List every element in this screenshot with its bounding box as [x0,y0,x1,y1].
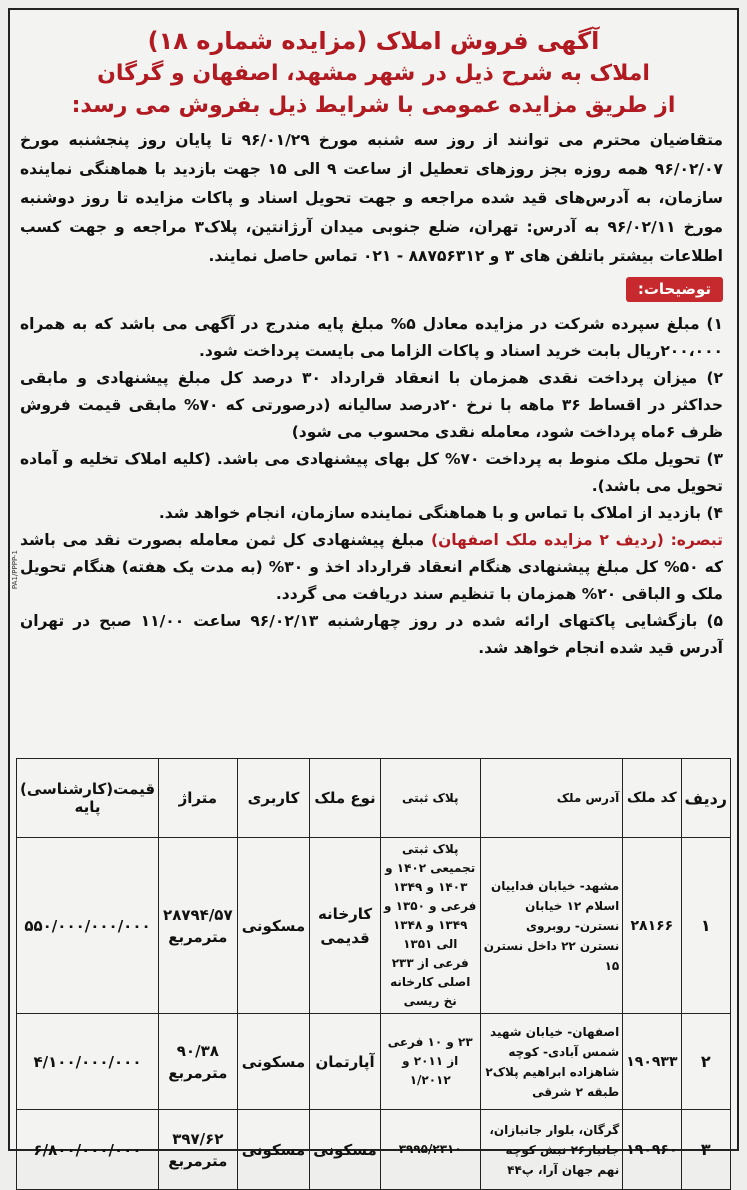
cell-type: کارخانه قدیمی [310,838,381,1014]
cell-code: ۱۹۰۹۶۰ [623,1110,681,1190]
page-title: آگهی فروش املاک (مزایده شماره ۱۸) [147,27,600,55]
notes-badge: توضیحات: [626,277,723,302]
cell-usage: مسکونی [237,1014,310,1110]
header-type: نوع ملک [310,759,381,838]
cell-area: ۲۸۷۹۴/۵۷ مترمربع [159,838,238,1014]
cell-price: ۴/۱۰۰/۰۰۰/۰۰۰ [17,1014,159,1110]
cell-code: ۱۹۰۹۳۳ [623,1014,681,1110]
cell-type: مسکونی [310,1110,381,1190]
cell-row: ۲ [681,1014,730,1110]
header-plaque: پلاک ثبتی [380,759,480,838]
properties-table [16,758,731,1190]
note-item-1: ۱) مبلغ سپرده شرکت در مزایده معادل ۵% مبلغ پایه مندرج در آگهی می باشد که به همراه ۲۰۰،۰۰۰ریال بابت خرید اسناد و پاکات الزاما می بایست پرداخت شود. [20,315,723,360]
cell-code: ۲۸۱۶۶ [623,838,681,1014]
cell-plaque: پلاک ثبتی تجمیعی ۱۴۰۲ و ۱۴۰۳ و ۱۳۴۹ فرعی و ۱۳۵۰ و ۱۳۴۹ و ۱۳۴۸ الی ۱۳۵۱ فرعی از ۲۳۳ اصلی کارخانه نخ ریسی [380,838,480,1014]
cell-address: اصفهان- خیابان شهید شمس آبادی- کوچه شاهزاده ابراهیم پلاک۲ طبقه ۲ شرقی [480,1014,623,1110]
cell-row: ۱ [681,838,730,1014]
note-item-2: ۲) میزان پرداخت نقدی همزمان با انعقاد قرارداد ۳۰ درصد کل مبلغ پیشنهادی و مابقی حداکثر در اقساط ۳۶ ماهه با نرخ ۲۰درصد سالیانه (درصورتی که ۷۰% مابقی قیمت فروش ظرف ۶ماه پرداخت شود، معامله نقدی محسوب می شود) [20,369,724,441]
notes-section [10,311,737,662]
note-item-4: ۴) بازدید از املاک با تماس و با هماهنگی نماینده سازمان، انجام خواهد شد. [158,504,723,522]
cell-price: ۵۵۰/۰۰۰/۰۰۰/۰۰۰ [17,838,159,1014]
table-row [17,1110,731,1190]
side-code: PA1/PPPP-1 [11,550,19,590]
header-code: کد ملک [623,759,681,838]
page-subtitle: املاک به شرح ذیل در شهر مشهد، اصفهان و گرگان [97,61,650,86]
table-header-row [17,759,731,838]
cell-row: ۳ [681,1110,730,1190]
cell-plaque: ۳۹۹۵/۲۳۱۰ [380,1110,480,1190]
cell-plaque: ۲۳ و ۱۰ فرعی از ۲۰۱۱ و ۱/۲۰۱۲ [380,1014,480,1110]
header-area: متراژ [159,759,238,838]
note-extra-label: تبصره: [670,531,723,549]
header-row: ردیف [681,759,730,838]
header [10,10,737,122]
note-extra-text: مبلغ پیشنهادی کل ثمن معامله بصورت نقد می باشد که ۵۰% کل مبلغ پیشنهادی هنگام انعقاد قرارداد اخذ و ۳۰% (به مدت یک هفته) هنگام تحویل ملک و الباقی ۲۰% همزمان با تنظیم سند دریافت می گردد. [20,531,724,603]
cell-usage: مسکونی [237,1110,310,1190]
cell-area: ۹۰/۳۸ مترمربع [159,1014,238,1110]
cell-address: گرگان، بلوار جانبازان، جانباز۲۶ نبش کوچه نهم جهان آرا، پ۴۴ [480,1110,623,1190]
note-item-3: ۳) تحویل ملک منوط به پرداخت ۷۰% کل بهای پیشنهادی می باشد. (کلیه املاک تخلیه و آماده تحویل می باشد). [20,450,723,495]
table-row [17,1014,731,1110]
header-address: آدرس ملک [480,759,623,838]
header-price: قیمت(کارشناسی) پایه [17,759,159,838]
note-extra-paren: (ردیف ۲ مزایده ملک اصفهان) [430,531,664,549]
intro-paragraph: متقاضیان محترم می توانند از روز سه شنبه مورخ ۹۶/۰۱/۲۹ تا پایان روز پنجشنبه مورخ ۹۶/۰۲/۰۷ همه روزه بجز روزهای تعطیل از ساعت ۹ الی ۱۵ جهت بازدید با هماهنگی نماینده سازمان، به آدرس‌های قید شده مراجعه و جهت تحویل اسناد و پاکات مزایده تا روز دوشنبه مورخ ۹۶/۰۲/۱۱ به آدرس: تهران، ضلع جنوبی میدان آرژانتین، پلاک۳ مراجعه و جهت کسب اطلاعات بیشتر باتلفن های ۳ و ۸۸۷۵۶۳۱۲ - ۰۲۱ تماس حاصل نمایند. [20,131,724,265]
table-row [17,838,731,1014]
cell-usage: مسکونی [237,838,310,1014]
cell-address: مشهد- خیابان فداییان اسلام ۱۲ خیابان نسترن- روبروی نسترن ۲۲ داخل نسترن ۱۵ [480,838,623,1014]
note-extra [20,527,723,608]
advertisement-page [8,8,739,1177]
cell-type: آپارتمان [310,1014,381,1110]
note-item-5: ۵) بازگشایی پاکتهای ارائه شده در روز چهارشنبه ۹۶/۰۲/۱۳ ساعت ۱۱/۰۰ صبح در تهران آدرس قید شده انجام خواهد شد. [20,612,723,657]
page-subtitle-2: از طریق مزایده عمومی با شرایط ذیل بفروش می رسد: [71,93,676,118]
notes-header [10,271,737,311]
cell-area: ۳۹۷/۶۲ مترمربع [159,1110,238,1190]
cell-price: ۶/۸۰۰/۰۰۰/۰۰۰ [17,1110,159,1190]
header-usage: کاربری [237,759,310,838]
